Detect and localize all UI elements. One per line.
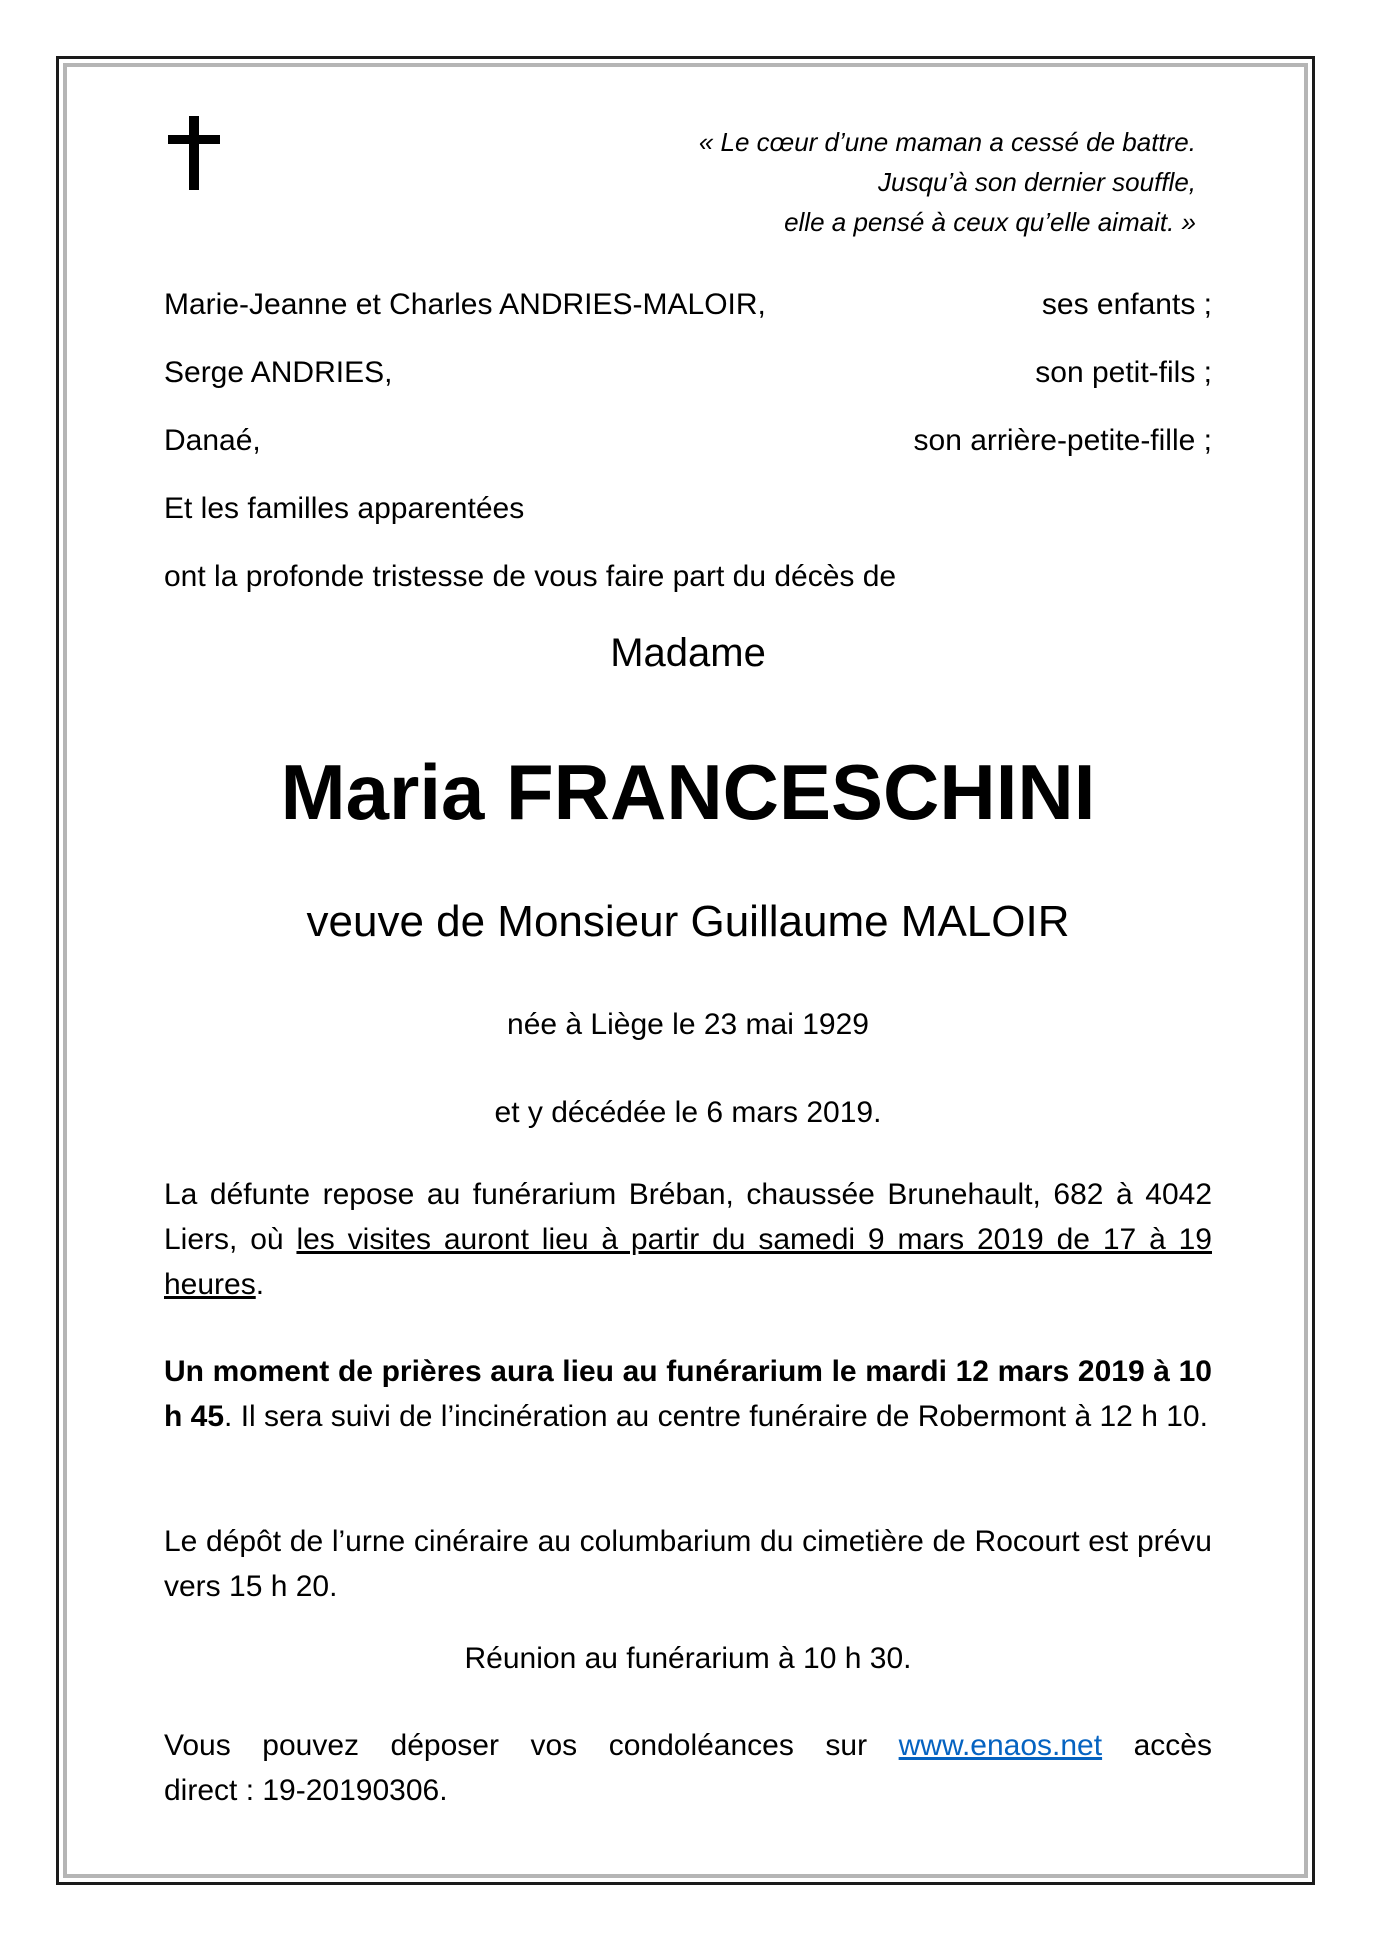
urn-paragraph: Le dépôt de l’urne cinéraire au columbarium du cimetière de Rocourt est prévu vers 15 h 20. — [164, 1525, 1212, 1603]
condolences-website-link[interactable]: www.enaos.net — [898, 1729, 1103, 1762]
condolences-word: déposer — [390, 1729, 499, 1762]
deceased-title: Madame — [610, 631, 766, 675]
page-border — [56, 56, 1315, 1885]
epigraph-line: elle a pensé à ceux qu’elle aimait. » — [784, 207, 1196, 237]
announcement-line: ont la profonde tristesse de vous faire part du décès de — [164, 560, 897, 593]
death-line: et y décédée le 6 mars 2019. — [494, 1096, 882, 1129]
epigraph-line: « Le cœur d’une maman a cessé de battre. — [698, 127, 1196, 157]
prayer-text: . Il sera suivi de l’incinération au centre funéraire de Robermont à 12 h 10. — [224, 1400, 1208, 1433]
prayer-time: Un moment de prières aura lieu au funérarium le mardi 12 mars 2019 à 10 h 45 — [164, 1355, 1212, 1433]
condolences-line — [164, 1723, 1212, 1768]
family-row — [164, 354, 1212, 392]
condolences-word: Vous — [164, 1729, 231, 1762]
latin-cross-icon — [168, 116, 220, 190]
condolences-word: vos — [530, 1729, 578, 1762]
condolences-word: condoléances — [608, 1729, 794, 1762]
family-member-name: Danaé, — [164, 424, 261, 457]
condolences-word: pouvez — [262, 1729, 360, 1762]
epigraph-line: Jusqu’à son dernier souffle, — [878, 167, 1196, 197]
family-relation: son petit-fils ; — [1035, 356, 1212, 389]
visitation-text: La défunte repose au funérarium Bréban, chaussée Brunehault, 682 à 4042 Liers, où — [164, 1178, 1212, 1256]
visitation-paragraph — [164, 1172, 1212, 1307]
family-row — [164, 286, 1212, 324]
widow-of-line: veuve de Monsieur Guillaume MALOIR — [306, 897, 1070, 946]
family-relation: son arrière-petite-fille ; — [913, 424, 1212, 457]
family-member-name: Marie-Jeanne et Charles ANDRIES-MALOIR, — [164, 288, 766, 321]
relatives-line: Et les familles apparentées — [164, 492, 525, 525]
condolences-word: accès — [1133, 1729, 1212, 1762]
meeting-line: Réunion au funérarium à 10 h 30. — [464, 1642, 912, 1675]
epigraph — [699, 122, 1196, 242]
prayer-paragraph — [164, 1349, 1212, 1439]
birth-line: née à Liège le 23 mai 1929 — [507, 1008, 869, 1041]
visitation-end: . — [255, 1268, 265, 1301]
family-row — [164, 422, 1212, 460]
visitation-hours: les visites auront lieu à partir du samedi 9 mars 2019 de 17 à 19 heures — [164, 1223, 1212, 1301]
condolences-word: sur — [825, 1729, 868, 1762]
family-member-name: Serge ANDRIES, — [164, 356, 393, 389]
deceased-name: Maria FRANCESCHINI — [280, 748, 1096, 836]
condolences-access-code: direct : 19-20190306. — [164, 1774, 448, 1807]
family-relation: ses enfants ; — [1041, 288, 1212, 321]
